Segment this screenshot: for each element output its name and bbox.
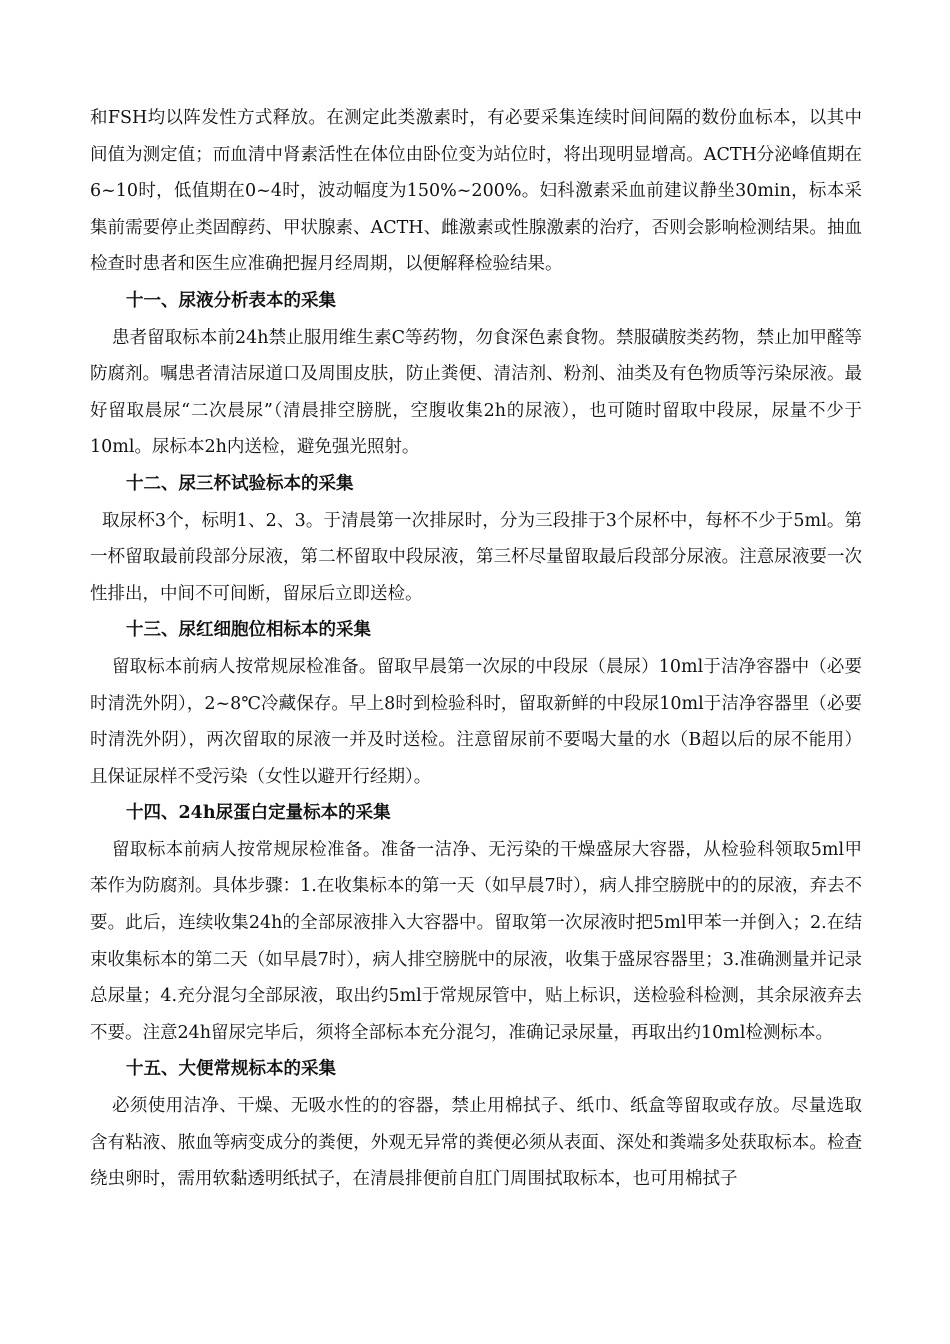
section-body-14: 留取标本前病人按常规尿检准备。准备一洁净、无污染的干燥盛尿大容器，从检验科领取5ml甲苯作为防腐剂。具体步骤：1.在收集标本的第一天（如早晨7时），病人排空膀胱中的的尿液，弃去不要。此后，连续收集24h的全部尿液排入大容器中。留取第一次尿液时把5ml甲苯一并倒入；2.在结束收集标本的第二天（如早晨7时），病人排空膀胱中的尿液，收集于盛尿容器里；3.准确测量并记录总尿量；4.充分混匀全部尿液，取出约5ml于常规尿管中，贴上标识，送检验科检测，其余尿液弃去不要。注意24h留尿完毕后，须将全部标本充分混匀，准确记录尿量，再取出约10ml检测标本。 — [90, 839, 862, 1043]
intro-paragraph: 和FSH均以阵发性方式释放。在测定此类激素时，有必要采集连续时间间隔的数份血标本，以其中间值为测定值；而血清中肾素活性在体位由卧位变为站位时，将出现明显增高。ACTH分泌峰值期在6~10时，低值期在0~4时，波动幅度为150%~200%。妇科激素采血前建议静坐30min，标本采集前需要停止类固醇药、甲状腺素、ACTH、雌激素或性腺激素的治疗，否则会影响检测结果。抽血检查时患者和医生应准确把握月经周期，以便解释检验结果。 — [90, 108, 862, 275]
document-body — [90, 100, 862, 1198]
section-heading-11: 十一、尿液分析表本的采集 — [126, 290, 336, 311]
section-heading-15: 十五、大便常规标本的采集 — [126, 1059, 336, 1080]
section-heading-12: 十二、尿三杯试验标本的采集 — [126, 473, 354, 494]
section-heading-14: 十四、24h尿蛋白定量标本的采集 — [126, 803, 391, 824]
section-body-12: 取尿杯3个，标明1、2、3。于清晨第一次排尿时，分为三段排于3个尿杯中，每杯不少于5ml。第一杯留取最前段部分尿液，第二杯留取中段尿液，第三杯尽量留取最后段部分尿液。注意尿液要一次性排出，中间不可间断，留尿后立即送检。 — [90, 510, 862, 604]
section-heading-13: 十三、尿红细胞位相标本的采集 — [126, 620, 371, 641]
section-body-13: 留取标本前病人按常规尿检准备。留取早晨第一次尿的中段尿（晨尿）10ml于洁净容器中（必要时清洗外阴），2~8℃冷藏保存。早上8时到检验科时，留取新鲜的中段尿10ml于洁净容器里（必要时清洗外阴），两次留取的尿液一并及时送检。注意留尿前不要喝大量的水（B超以后的尿不能用）且保证尿样不受污染（女性以避开行经期）。 — [90, 656, 862, 787]
section-body-15: 必须使用洁净、干燥、无吸水性的的容器，禁止用棉拭子、纸巾、纸盒等留取或存放。尽量选取含有粘液、脓血等病变成分的粪便，外观无异常的粪便必须从表面、深处和粪端多处获取标本。检查绕虫卵时，需用软黏透明纸拭子，在清晨排便前自肛门周围拭取标本，也可用棉拭子 — [90, 1096, 862, 1190]
section-body-11: 患者留取标本前24h禁止服用维生素C等药物，勿食深色素食物。禁服磺胺类药物，禁止加甲醛等防腐剂。嘱患者清洁尿道口及周围皮肤，防止粪便、清洁剂、粉剂、油类及有色物质等污染尿液。最好留取晨尿“二次晨尿”（清晨排空膀胱，空腹收集2h的尿液），也可随时留取中段尿，尿量不少于10ml。尿标本2h内送检，避免强光照射。 — [90, 327, 862, 458]
